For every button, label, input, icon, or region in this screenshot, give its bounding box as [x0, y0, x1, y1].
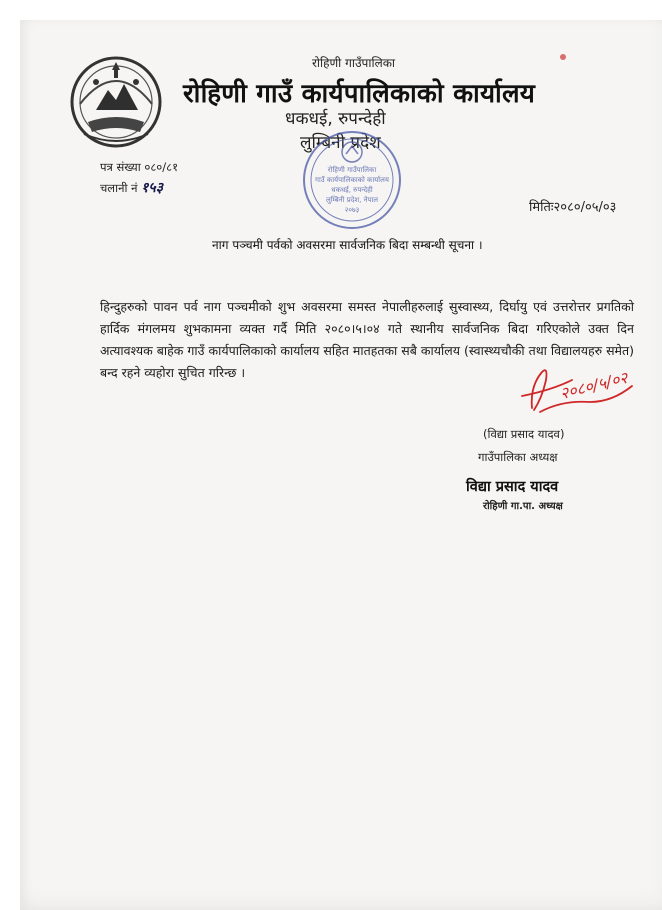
letter-body: हिन्दुहरुको पावन पर्व नाग पञ्चमीको शुभ अवसरमा समस्त नेपालीहरुलाई सुस्वास्थ्य, दिर्घायु एवं उत्तरोत्तर प्रगतिको हार्दिक मंगलमय शुभकामना व्यक्त गर्दै मिति २०८०।५।०४ गते स्थानीय सार्वजनिक बिदा गरिएकोले उक्त दिन अत्यावश्यक बाहेक गाउँ कार्यपालिकाको कार्यालय सहित मातहतका सबै कार्यालय (स्वास्थ्यचौकी तथा विद्यालयहरु समेत) बन्द रहने व्यहोरा सुचित गरिन्छ ।: [100, 299, 634, 380]
municipality-name: रोहिणी गाउँपालिका: [312, 56, 396, 70]
office-address: धकधई, रुपन्देही: [285, 109, 386, 129]
letter-number: [100, 160, 178, 175]
name-stamp: विद्या प्रसाद यादव: [466, 479, 559, 495]
stamp-line-2: गाउँ कार्यपालिकाको कार्यालय: [315, 176, 389, 184]
red-mark: [560, 54, 566, 60]
dispatch-number: [100, 178, 163, 197]
nepal-emblem-icon: [66, 52, 166, 152]
stamp-line-3: धकधई, रुपन्देही: [331, 186, 373, 194]
stamp-line-1: रोहिणी गाउँपालिका: [327, 166, 377, 174]
stamp-line-5: २०७३: [344, 206, 360, 214]
letter-date: मितिः२०८०/०५/०३: [529, 200, 617, 215]
name-stamp-title: रोहिणी गा.पा. अध्यक्ष: [483, 501, 563, 512]
letter-number-value: ०८०/८१: [144, 160, 179, 174]
province-name: लुम्बिनी प्रदेश: [300, 133, 381, 153]
office-title: रोहिणी गाउँ कार्यपालिकाको कार्यालय: [183, 79, 536, 109]
signature-icon: [512, 350, 642, 430]
signatory-name: (विद्या प्रसाद यादव): [483, 427, 565, 441]
office-stamp-icon: [300, 128, 404, 232]
signatory-title: गाउँपालिका अध्यक्ष: [478, 450, 558, 464]
dispatch-number-label: चलानी नं: [100, 181, 138, 195]
letter-number-label: पत्र संख्या: [100, 160, 141, 174]
dispatch-number-value: १५३: [141, 180, 163, 196]
stamp-line-4: लुम्बिनी प्रदेश, नेपाल: [325, 196, 379, 204]
letter-subject: नाग पञ्चमी पर्वको अवसरमा सार्वजनिक बिदा सम्बन्धी सूचना ।: [212, 238, 483, 252]
signature-date: २०८०/५/०२: [557, 367, 630, 404]
